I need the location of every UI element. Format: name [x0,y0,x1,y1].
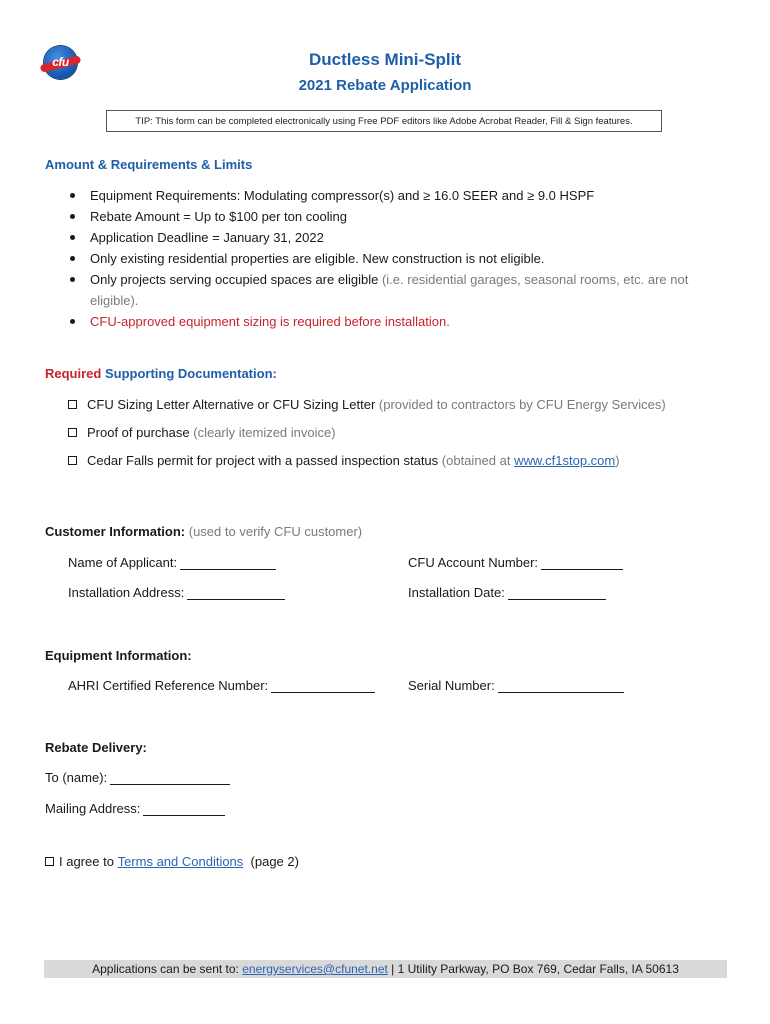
account-number-field[interactable]: CFU Account Number: [408,555,623,570]
mailing-address-field[interactable]: Mailing Address: [45,801,225,816]
checkbox-icon[interactable] [68,428,77,437]
serial-number-field[interactable]: Serial Number: [408,678,624,693]
form-subtitle: 2021 Rebate Application [298,77,472,94]
documentation-heading: Required Supporting Documentation: [45,366,277,381]
form-title: Ductless Mini-Split [308,50,462,69]
list-item: Only existing residential properties are eligible. New construction is not eligible. [66,248,730,269]
requirements-heading: Amount & Requirements & Limits [45,157,253,172]
doc-checkbox-row[interactable]: Cedar Falls permit for project with a passed inspection status (obtained at www.cf1stop.com ) [68,453,620,468]
list-item: Equipment Requirements: Modulating compressor(s) and ≥ 16.0 SEER and ≥ 9.0 HSPF [66,185,730,206]
list-item: CFU-approved equipment sizing is required before installation. [66,311,730,332]
installation-address-field[interactable]: Installation Address: [68,585,285,600]
delivery-heading: Rebate Delivery: [45,740,147,755]
checkbox-icon[interactable] [68,456,77,465]
terms-link[interactable]: Terms and Conditions [117,854,244,869]
email-link[interactable]: energyservices@cfunet.net [242,962,388,976]
doc-checkbox-row[interactable]: Proof of purchase (clearly itemized invoice) [68,425,336,440]
tip-box: TIP: This form can be completed electronically using Free PDF editors like Adobe Acrobat Reader, Fill & Sign features. [106,110,662,132]
installation-date-field[interactable]: Installation Date: [408,585,606,600]
cf1stop-link[interactable]: www.cf1stop.com [514,453,616,468]
list-item: Application Deadline = January 31, 2022 [66,227,730,248]
list-item: Only projects serving occupied spaces are eligible (i.e. residential garages, seasonal rooms, etc. are not eligible). [66,269,730,311]
checkbox-icon[interactable] [45,857,54,866]
applicant-name-field[interactable]: Name of Applicant: [68,555,276,570]
agree-checkbox-row[interactable]: I agree to Terms and Conditions (page 2) [45,854,299,869]
checkbox-icon[interactable] [68,400,77,409]
footer-bar: Applications can be sent to: energyservices@cfunet.net | 1 Utility Parkway, PO Box 769, Cedar Falls, IA 50613 [44,960,727,978]
doc-checkbox-row[interactable]: CFU Sizing Letter Alternative or CFU Sizing Letter (provided to contractors by CFU Energy Services) [68,397,666,412]
ahri-number-field[interactable]: AHRI Certified Reference Number: [68,678,375,693]
equipment-heading: Equipment Information: [45,648,192,663]
logo-text: cfu [52,55,69,69]
customer-heading: Customer Information: (used to verify CFU customer) [45,524,363,539]
recipient-name-field[interactable]: To (name): [45,770,230,785]
requirements-list [66,185,730,332]
list-item: Rebate Amount = Up to $100 per ton cooling [66,206,730,227]
